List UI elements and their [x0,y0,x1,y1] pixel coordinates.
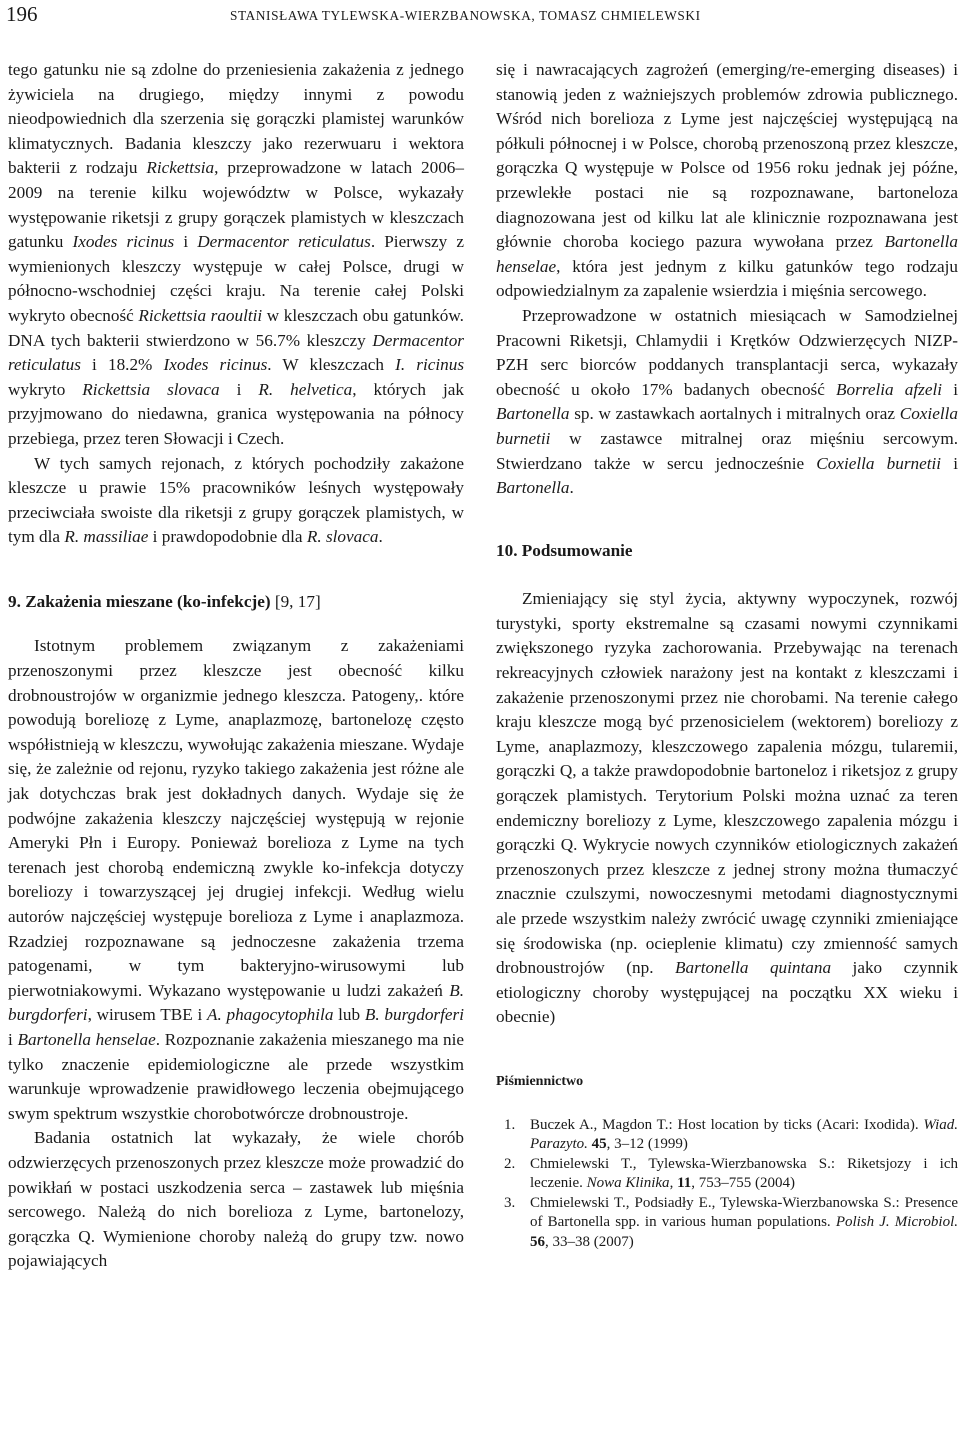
paragraph-heart-complications: Badania ostatnich lat wykazały, że wiele chorób odzwierzęcych przenoszonych przez kleszcze może prowadzić do powikłań w postaci uszkodzenia serca – zastawek lub mięśnia sercowego. Należą do nich borelioza z Lyme, bartonelozy, gorączka Q. Wymienione choroby należą do grupy tzw. nowo pojawiających [8,1128,464,1271]
paragraph-coinfections: Istotnym problemem związanym z zakażeniami przenoszonymi przez kleszcze jest obecność kilku drobnoustrojów w organizmie jednego kleszcza. Patogeny,. które powodują boreliozę z Lyme, anaplazmozę, bartonelozę często współistnieją w kleszczu, wywołując zakażenia mieszane. Wydaje się, że zależnie od rejonu, ryzyko takiego zakażenia jest różne ale jak dotychczas brak jest dokładnych danych. Wydaje się że podwójne zakażenia kleszczy najczęściej występują w rejonie Ameryki Płn i Europy. Ponieważ borelioza z Lyme na tych terenach jest chorobą endemiczną zwykle ko-infekcja dotyczy boreliozy i towarzyszącej jej drugiej infekcji. Według wielu autorów najczęściej występuje borelioza z Lyme i anaplazmoza. Rzadziej rozpoznawane są jednoczesne zakażenia trzema patogenami, w tym bakteryjno-wirusowymi lub pierwotniakowymi. Wykazano występowanie u ludzi zakażeń B. burgdorferi, wirusem TBE i A. phagocytophila lub B. burgdorferi i Bartonella henselae. Rozpoznanie zakażenia mieszanego ma nie tylko znaczenie epidemiologiczne ale przede wszystkim warunkuje wprowadzenie prawidłowego leczenia obejmującego swym spektrum wszystkie chorobotwórcze drobnoustroje. [8,636,464,1123]
reference-item: 3. Chmielewski T., Podsiadły E., Tylewska-Wierzbanowska S.: Presence of Bartonella spp. in various human populations. Polish J. Microbiol. 56, 33–38 (2007) [504,1194,958,1250]
paragraph-forest-workers: W tych samych rejonach, z których pochodziły zakażone kleszcze u prawie 15% pracowników leśnych występowały przeciwciała swoiste dla riketsji z grupy gorączek plamistych, w tym dla R. massiliae i prawdopodobnie dla R. slovaca. [8,453,464,547]
section-10-heading: 10. Podsumowanie [496,540,633,560]
paragraph-rickettsia-poland: tego gatunku nie są zdolne do przeniesienia zakażenia z jednego żywiciela na drugiego, między innymi z powodu nieodpowiednich dla szerzenia się gorączki plamistej warunków klimatycznych. Badania kleszczy jako rezerwuaru i wektora bakterii z rodzaju Rickettsia, przeprowadzone w latach 2006–2009 na terenie kilku województw w Polsce, wykazały występowanie riketsji z grupy gorączek plamistych w kleszczach gatunku Ixodes ricinus i Dermacentor reticulatus. Pierwszy z wymienionych kleszczy występuje w całej Polsce, drugi w północno-wschodniej części kraju. Na terenie całej Polski wykryto obecność Rickettsia raoultii w kleszczach obu gatunków. DNA tych bakterii stwierdzono w 56.7% kleszczy Dermacentor reticulatus i 18.2% Ixodes ricinus. W kleszczach I. ricinus wykryto Rickettsia slovaca i R. helvetica, których jak przyjmowano do niedawna, granica występowania na północy przebiega, przez teren Słowacji i Czech. [8,60,465,448]
section-9-references: [9, 17] [274,591,321,611]
right-column [496,58,958,1252]
paragraph-summary: Zmieniający się styl życia, aktywny wypoczynek, rozwój turystyki, sporty ekstremalne są czasami nowymi czynnikami zwiększonego ryzyka zachorowania. Przebywając na terenach rekreacyjnych człowiek narażony jest na kontakt z kleszczami i zakażenie przenoszonymi przez nie chorobami. Na terenie całego kraju kleszcze mogą być przenosicielem (wektorem) boreliozy z Lyme, anaplazmozy, kleszczowego zapalenia mózgu, tularemii, gorączki Q, a także prawdopodobnie bartoneloz i riketsjoz z grupy gorączek plamistych. Terytorium Polski można uznać za teren endemiczny boreliozy z Lyme, kleszczowego zapalenia mózgu i gorączki Q. Wykrycie nowych czynników etiologicznych zakażeń przenoszonych przez kleszcze z jednej strony można tłumaczyć znacznie czulszymi, nowoczesnymi metodami diagnostycznymi ale przede wszystkim należy zwrócić uwagę czynniki zmieniające się środowiska (np. ocieplenie klimatu) czy zmienność samych drobnoustrojów (np. Bartonella quintana jako czynnik etiologiczny choroby występującej na początku XX wieku i obecnie) [496,589,958,1027]
page-header [0,0,960,40]
references-heading: Piśmiennictwo [496,1073,584,1089]
page-number: 196 [6,2,38,26]
paragraph-emerging-diseases: się i nawracających zagrożeń (emerging/re-emerging diseases) i stanowią jeden z ważniejszych problemów zdrowia publicznego. Wśród nich borelioza z Lyme jest najczęściej występującą na półkuli północnej i w Polsce, chorobą przenoszoną przez kleszcze, gorączka Q występuje w Polsce od 1956 roku jednak jej późne, przewlekłe postaci nie są rozpoznawane, bartoneloza diagnozowana jest od kilku lat ale klinicznie rozpoznawana jest głównie choroba kociego pazura wywołana przez Bartonella henselae, która jest jednym z kilku gatunków tego rodzaju odpowiedzialnym za zapalenie wsierdzia i mięśnia sercowego. [496,60,958,301]
reference-item: 1. Buczek A., Magdon T.: Host location by ticks (Acari: Ixodida). Wiad. Parazyto. 45, 3–12 (1999) [504,1116,958,1153]
left-column [8,58,464,1274]
reference-item: 2. Chmielewski T., Tylewska-Wierzbanowska S.: Riketsjozy i ich leczenie. Nowa Klinika, 11, 753–755 (2004) [504,1155,958,1192]
paragraph-transplant-study: Przeprowadzone w ostatnich miesiącach w Samodzielnej Pracowni Riketsji, Chlamydii i Krętków Odzwierzęcych NIZP-PZH serc biorców poddanych transplantacji serca, wykazały obecność u około 17% badanych obecność Borrelia afzeli i Bartonella sp. w zastawkach aortalnych i mitralnych oraz Coxiella burnetii w zastawce mitralnej oraz mięśniu sercowym. Stwierdzano także w sercu jednocześnie Coxiella burnetii i Bartonella. [496,305,958,498]
section-9-heading: 9. Zakażenia mieszane (ko-infekcje) [9, 17] [8,591,321,611]
reference-list [496,1116,958,1253]
running-title: STANISŁAWA TYLEWSKA-WIERZBANOWSKA, TOMASZ CHMIELEWSKI [230,8,701,23]
